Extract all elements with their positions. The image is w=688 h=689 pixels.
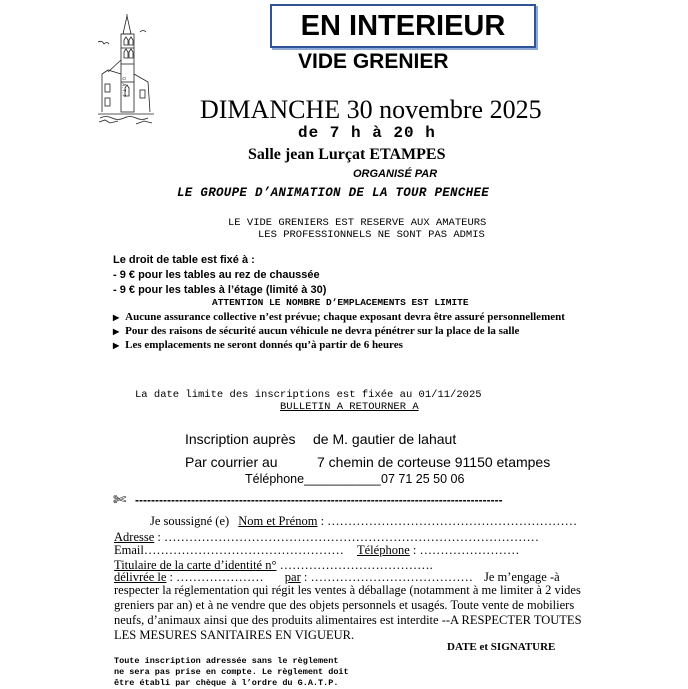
payment-footnote: Toute inscription adressée sans le règlement ne sera pas prise en compte. Le règlement doit être établi par chèque à l’ordre du G.A.T.P. <box>114 656 349 688</box>
engagement-label: Je m’engage -à <box>484 570 560 584</box>
organiser-name: LE GROUPE D’ANIMATION DE LA TOUR PENCHEE <box>177 186 490 200</box>
event-subtitle: VIDE GRENIER <box>298 50 449 73</box>
telephone-field[interactable]: : …………………… <box>409 543 520 557</box>
rule-text: Les emplacements ne seront donnés qu’à partir de 6 heures <box>125 339 403 351</box>
fee-upper-floor: - 9 € pour les tables à l’étage (limité à 30) <box>113 284 327 296</box>
bulletin-return-heading: BULLETIN A RETOURNER A <box>280 401 419 413</box>
registration-contact-label: Inscription auprès <box>185 431 296 447</box>
issued-date-field[interactable]: : ………………… <box>166 570 264 584</box>
tower-logo <box>96 12 156 132</box>
logo-lettering: G.A.T.P <box>121 77 127 98</box>
name-field[interactable]: : …………………………………………………… <box>317 514 578 528</box>
id-card-label: Titulaire de la carte d’identité n° <box>114 558 277 572</box>
fee-ground-floor: - 9 € pour les tables au rez de chaussée <box>113 269 320 281</box>
phone-label: Téléphone___________ <box>245 472 381 486</box>
id-card-field[interactable]: ………………………………. <box>276 558 433 572</box>
engagement-text: respecter la réglementation qui régit les ventes à déballage (notamment à me limiter à 2 vides greniers par an) et à ne vendre que des objets personnels et usagés. Toute vente de mobiliers neufs, d’animaux ainsi que des produits alimentaires est interdite --A RESPECTER TOUTES LES MESURES SANITAIRES EN VIGUEUR. <box>114 583 582 642</box>
event-date: DIMANCHE 30 novembre 2025 <box>200 95 542 124</box>
name-label: Nom et Prénom <box>238 514 318 528</box>
event-venue: Salle jean Lurçat ETAMPES <box>248 146 446 163</box>
address-label: Adresse <box>114 530 155 544</box>
attention-notice: ATTENTION LE NOMBRE D’EMPLACEMENTS EST LIMITE <box>212 297 469 308</box>
en-interieur-banner: EN INTERIEUR <box>270 4 536 48</box>
issued-by-label: par <box>284 570 301 584</box>
registration-deadline: La date limite des inscriptions est fixée au 01/11/2025 <box>135 389 482 401</box>
phone-number: 07 71 25 50 06 <box>381 472 465 486</box>
rule-insurance <box>113 311 565 323</box>
mail-address-label: Par courrier au <box>185 454 278 470</box>
rule-setup-time <box>113 339 403 351</box>
rule-text: Aucune assurance collective n’est prévue; chaque exposant devra être assuré personnellement <box>125 311 565 323</box>
email-field[interactable]: Email………………………………………… <box>114 543 344 557</box>
form-email-phone-line <box>114 543 519 558</box>
registration-contact-name: de M. gautier de lahaut <box>313 431 457 447</box>
notice-professionals: LES PROFESSIONNELS NE SONT PAS ADMIS <box>258 229 485 241</box>
issued-by-field[interactable]: : ………………………………… <box>300 570 473 584</box>
rule-text: Pour des raisons de sécurité aucun véhicule ne devra pénétrer sur la place de la salle <box>125 325 520 337</box>
date-signature-label: DATE et SIGNATURE <box>447 641 556 653</box>
bullet-arrow-icon: ▶ <box>113 326 120 336</box>
soussigne-label: Je soussigné (e) <box>150 514 230 528</box>
rule-vehicles <box>113 325 519 337</box>
issued-date-label: délivrée le <box>114 570 167 584</box>
cut-line: -------------------------------------------------------------------------------------------- <box>135 493 503 507</box>
bullet-arrow-icon: ▶ <box>113 312 120 322</box>
notice-amateurs: LE VIDE GRENIERS EST RESERVE AUX AMATEURS <box>228 217 487 229</box>
bullet-arrow-icon: ▶ <box>113 340 120 350</box>
address-field[interactable]: : ……………………………………………………………………………… <box>154 530 539 544</box>
form-name-line <box>150 514 577 529</box>
event-hours: de 7 h à 20 h <box>298 124 436 142</box>
telephone-label: Téléphone <box>356 543 410 557</box>
organised-by-label: ORGANISÉ PAR <box>353 168 438 180</box>
table-fee-title: Le droit de table est fixé à : <box>113 254 255 266</box>
scissors-icon: ✄ <box>113 492 127 509</box>
mail-address: 7 chemin de corteuse 91150 etampes <box>317 454 551 470</box>
